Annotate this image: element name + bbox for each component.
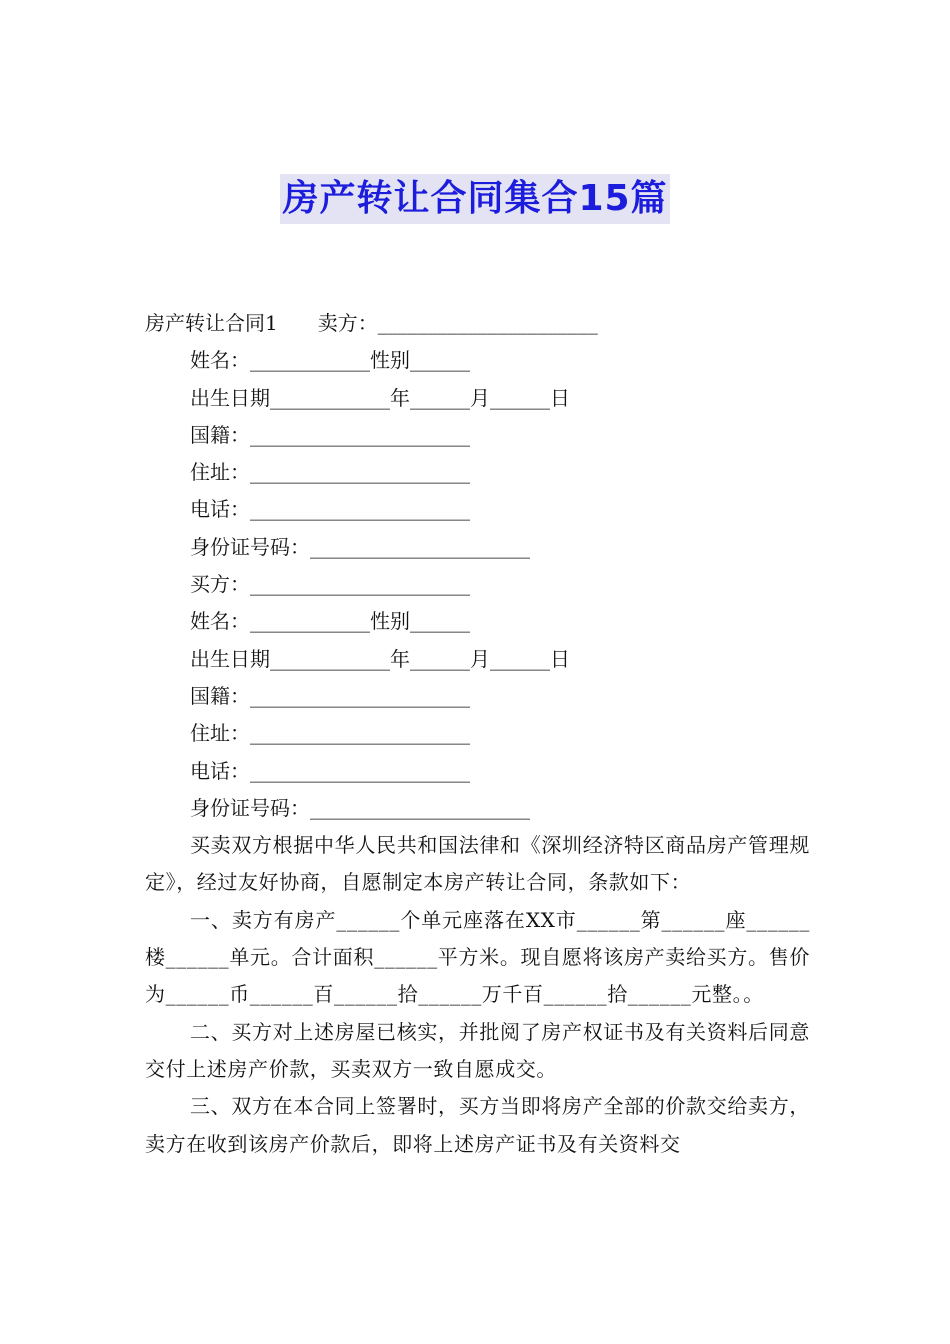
buyer-name-gender: 姓名：____________性别______ [190, 609, 470, 634]
buyer-birth-date: 出生日期____________年______月______日 [190, 646, 570, 671]
seller-address: 住址：______________________ [190, 460, 470, 485]
buyer-phone: 电话：______________________ [190, 758, 470, 783]
document-body [145, 305, 810, 1163]
buyer-label: 买方：______________________ [190, 572, 470, 597]
paragraph-intro: 买卖双方根据中华人民共和国法律和《深圳经济特区商品房产管理规定》，经过友好协商，自愿制定本房产转让合同，条款如下： [145, 833, 810, 895]
title-wrapper [0, 174, 950, 224]
seller-birth-date: 出生日期____________年______月______日 [190, 385, 570, 410]
paragraph-clause-2: 二、买方对上述房屋已核实，并批阅了房产权证书及有关资料后同意交付上述房产价款，买卖双方一致自愿成交。 [145, 1019, 810, 1081]
seller-phone: 电话：______________________ [190, 497, 470, 522]
seller-name-gender: 姓名：____________性别______ [190, 348, 470, 373]
paragraph-clause-1: 一、卖方有房产______个单元座落在XX市______第______座______楼______单元。合计面积______平方米。现自愿将该房产卖给买方。售价为______币______百______拾______万千百______拾______元整。。 [145, 907, 810, 1007]
buyer-id-number: 身份证号码：______________________ [190, 795, 530, 820]
buyer-nationality: 国籍：______________________ [190, 683, 470, 708]
contract-header-line: 房产转让合同1 卖方：______________________ [145, 311, 598, 335]
paragraph-clause-3: 三、双方在本合同上签署时，买方当即将房产全部的价款交给卖方，卖方在收到该房产价款后，即将上述房产证书及有关资料交 [145, 1094, 810, 1156]
seller-id-number: 身份证号码：______________________ [190, 534, 530, 559]
seller-nationality: 国籍：______________________ [190, 422, 470, 447]
document-title: 房产转让合同集合15篇 [280, 174, 669, 224]
buyer-address: 住址：______________________ [190, 721, 470, 746]
